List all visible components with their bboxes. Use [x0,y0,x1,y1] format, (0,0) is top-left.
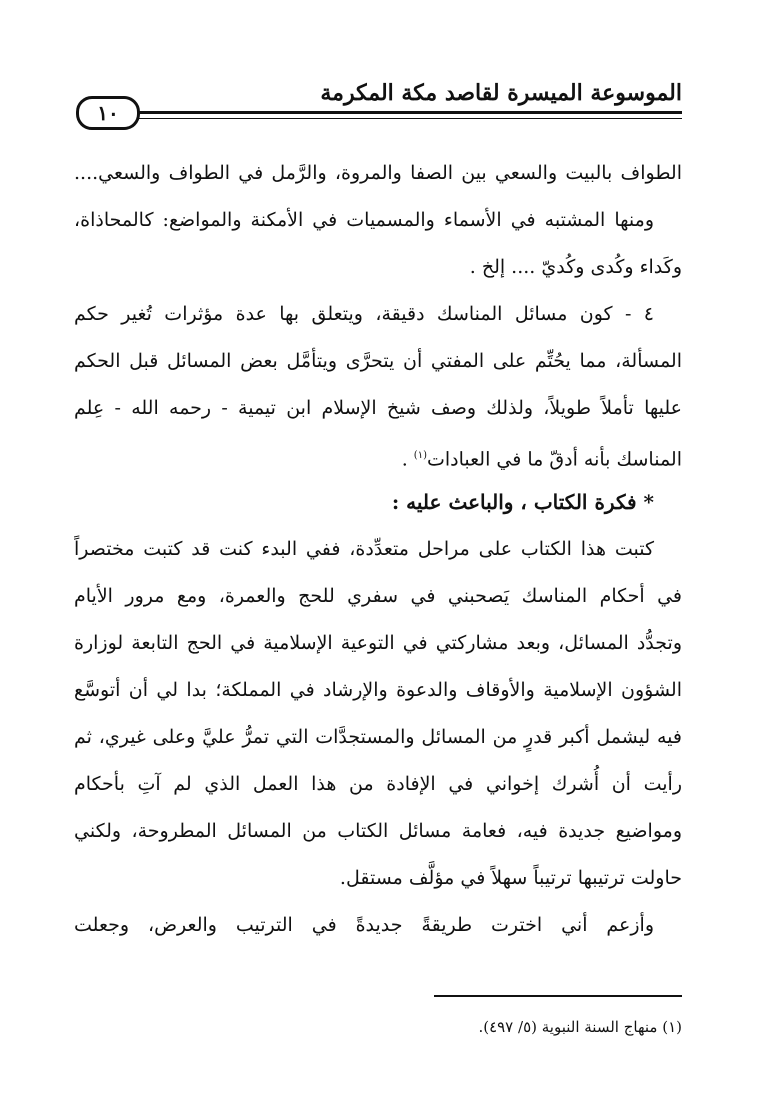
text-line-with-footnote [74,432,682,479]
text-line: وكَداء وكُدى وكُديّ .... إلخ . [469,256,682,278]
text-line-content: المناسك بأنه أدقّ ما في العبادات [426,448,682,471]
text-line: في أحكام المناسك يَصحبني في سفري للحج والعمرة، ومع مرور الأيام [74,585,682,607]
text-line: فيه ليشمل أكبر قدرٍ من المسائل والمستجدَّات التي تمرُّ عليَّ وعلى غيري، ثم [74,726,682,748]
text-line: ومواضيع جديدة فيه، فعامة مسائل الكتاب من المسائل المطروحة، ولكني [74,820,682,842]
text-line: عليها تأملاً طويلاً، ولذلك وصف شيخ الإسلام ابن تيمية - رحمه الله - عِلم [74,397,682,419]
text-line: الطواف بالبيت والسعي بين الصفا والمروة، والرَّمل في الطواف والسعي.... [74,162,682,184]
page-header [76,78,682,128]
text-line: ٤ - كون مسائل المناسك دقيقة، ويتعلق بها عدة مؤثرات تُغير حكم [74,303,654,325]
text-line: كتبت هذا الكتاب على مراحل متعدِّدة، ففي البدء كنت قد كتبت مختصراً [74,538,654,560]
text-line: الشؤون الإسلامية والأوقاف والدعوة والإرشاد في المملكة؛ بدا لي أن أتوسَّع [74,679,682,701]
line-end-dot: . [401,448,414,471]
footnote-separator [434,995,682,997]
text-line: ومنها المشتبه في الأسماء والمسميات في الأمكنة والمواضع: كالمحاذاة، [74,209,654,231]
text-line: رأيت أن أُشرك إخواني في الإفادة من هذا العمل الذي لم آتِ بأحكام [74,773,682,795]
header-rule [122,111,682,114]
page-number: ١٠ [76,96,140,130]
page-body [74,150,682,949]
header-rule-thin [122,118,682,119]
text-line: وأزعم أني اخترت طريقةً جديدةً في الترتيب والعرض، وجعلت [74,914,654,936]
text-line: وتجدُّد المسائل، وبعد مشاركتي في التوعية الإسلامية في الحج التابعة لوزارة [74,632,682,654]
footnote: (١) منهاج السنة النبوية (٥/ ٤٩٧). [478,1018,682,1036]
running-title: الموسوعة الميسرة لقاصد مكة المكرمة [320,80,682,106]
section-heading: * فكرة الكتاب ، والباعث عليه : [391,490,654,514]
text-line: حاولت ترتيبها ترتيباً سهلاً في مؤلَّف مستقل. [339,867,682,889]
text-line: المسألة، مما يحُتِّم على المفتي أن يتحرَّى ويتأمَّل بعض المسائل قبل الحكم [74,350,682,372]
footnote-marker: (١) [413,450,427,461]
